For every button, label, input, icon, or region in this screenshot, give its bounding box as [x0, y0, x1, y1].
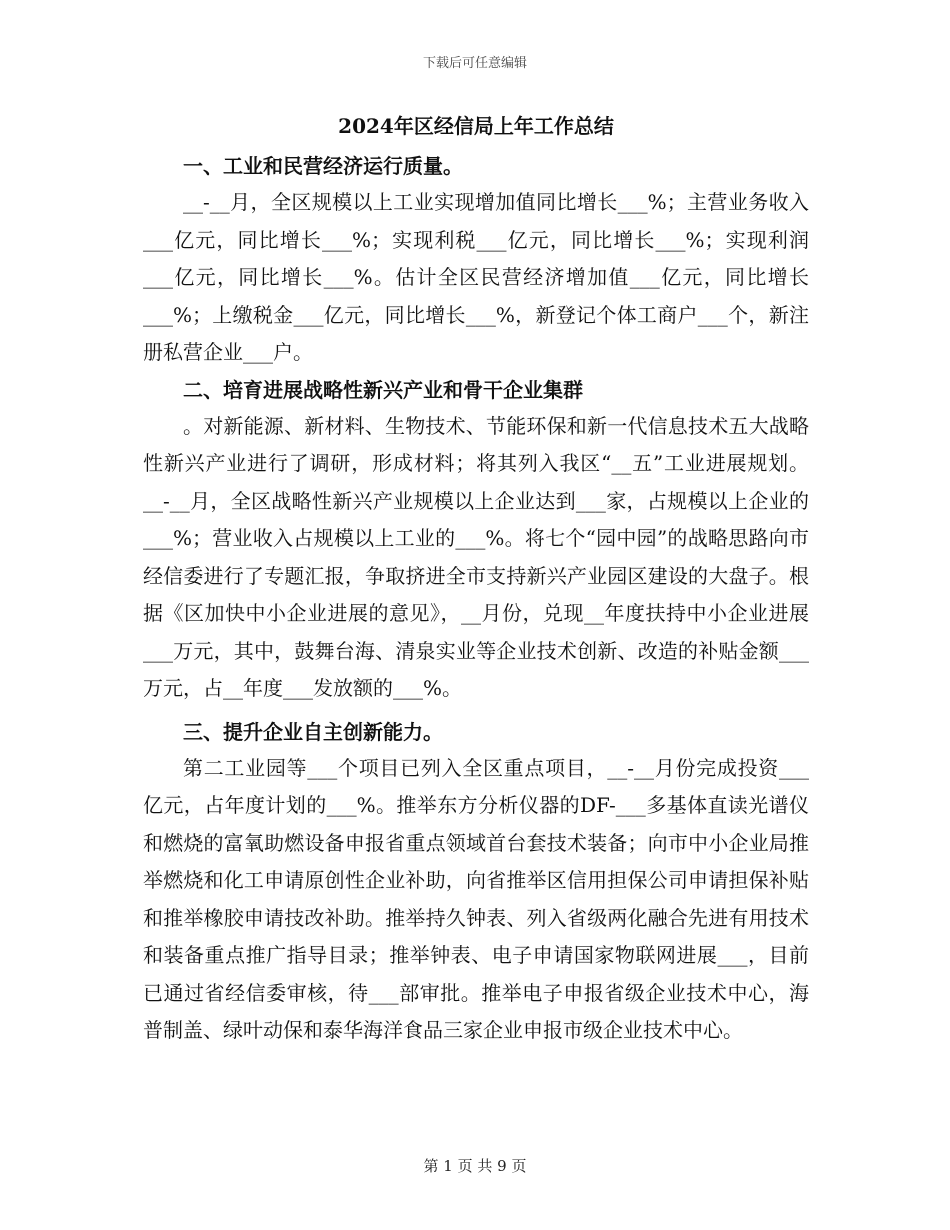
section-heading-1: 一、工业和民营经济运行质量。: [183, 154, 463, 178]
section-heading-3: 三、提升企业自主创新能力。: [183, 719, 443, 744]
page-number-footer: 第 1 页 共 9 页: [423, 1157, 527, 1175]
section-paragraph-2: 。对新能源、新材料、生物技术、节能环保和新一代信息技术五大战略性新兴产业进行了调研，形成材料；将其列入我区“__五”工业进展规划。__-__月，全区战略性新兴产业规模以上企业达到___家，占规模以上企业的___%；营业收入占规模以上工业的___%。将七个“园中园”的战略思路向市经信委进行了专题汇报，争取挤进全市支持新兴产业园区建设的大盘子。根据《区加快中小企业进展的意见》，__月份，兑现__年度扶持中小企业进展___万元，其中，鼓舞台海、清泉实业等企业技术创新、改造的补贴金额___万元，占__年度___发放额的___%。: [143, 413, 809, 700]
document-body: [143, 110, 809, 1050]
section-paragraph-3: 第二工业园等___个项目已列入全区重点项目，__-__月份完成投资___亿元，占年度计划的___%。推举东方分析仪器的DF-___多基体直读光谱仪和燃烧的富氧助燃设备申报省重点领域首台套技术装备；向市中小企业局推举燃烧和化工申请原创性企业补助，向省推举区信用担保公司申请担保补贴和推举橡胶申请技改补助。推举持久钟表、列入省级两化融合先进有用技术和装备重点推广指导目录；推举钟表、电子申请国家物联网进展___，目前已通过省经信委审核，待___部审批。推举电子申报省级企业技术中心，海普制盖、绿叶动保和泰华海洋食品三家企业申报市级企业技术中心。: [143, 755, 809, 1042]
section-paragraph-1: __-__月，全区规模以上工业实现增加值同比增长___%；主营业务收入___亿元，同比增长___%；实现利税___亿元，同比增长___%；实现利润___亿元，同比增长___%。估计全区民营经济增加值___亿元，同比增长___%；上缴税金___亿元，同比增长___%，新登记个体工商户___个，新注册私营企业___户。: [143, 190, 809, 364]
section-heading-2: 二、培育进展战略性新兴产业和骨干企业集群: [183, 377, 583, 402]
header-watermark: 下载后可任意编辑: [422, 56, 527, 71]
document-title: 2024年区经信局上年工作总结: [338, 114, 614, 138]
